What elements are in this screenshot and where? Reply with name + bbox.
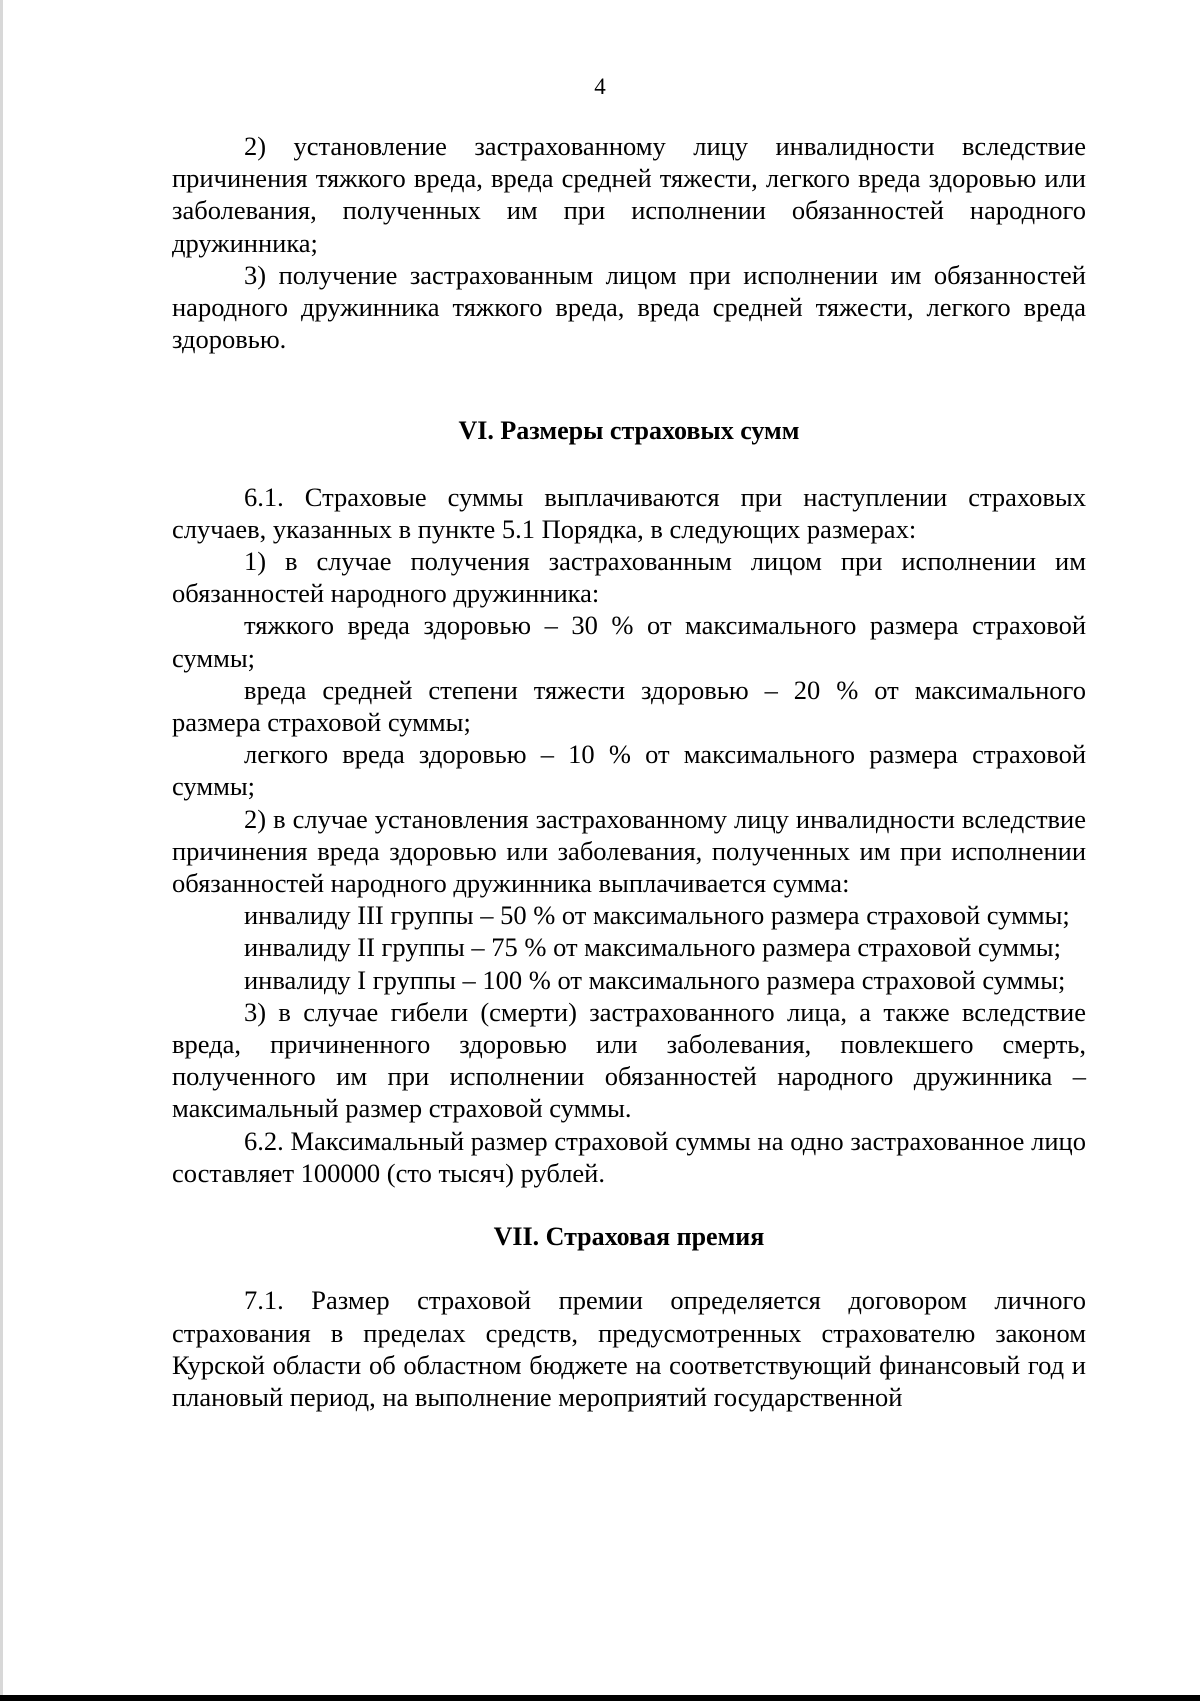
paragraph-item-2: 2) установление застрахованному лицу инвалидности вследствие причинения тяжкого вреда, вреда средней тяжести, легкого вреда здоровью или заболевания, полученных им при исполнении обязанностей народного дружинника; bbox=[172, 131, 1086, 258]
page-number: 4 bbox=[594, 74, 606, 99]
paragraph-disability-group-3: инвалиду III группы – 50 % от максимального размера страховой суммы; bbox=[244, 900, 1070, 931]
paragraph-6-1-item-2: 2) в случае установления застрахованному лицу инвалидности вследствие причинения вреда здоровью или заболевания, полученных им при исполнении обязанностей народного дружинника выплачивается сумма: bbox=[172, 803, 1086, 899]
paragraph-7-1: 7.1. Размер страховой премии определяется договором личного страхования в пределах средств, предусмотренных страхователю законом Курской области об областном бюджете на соответствующий финансовый год и плановый период, на выполнение мероприятий государственной bbox=[172, 1285, 1086, 1412]
section-6-title: VI. Размеры страховых сумм bbox=[458, 416, 800, 446]
paragraph-severe-harm: тяжкого вреда здоровью – 30 % от максимального размера страховой суммы; bbox=[172, 610, 1086, 673]
paragraph-medium-harm: вреда средней степени тяжести здоровью – 20 % от максимального размера страховой суммы; bbox=[172, 674, 1086, 738]
paragraph-6-1-item-3: 3) в случае гибели (смерти) застрахованного лица, а также вследствие вреда, причиненного здоровью или заболевания, повлекшего смерть, полученного им при исполнении обязанностей народного дружинника – максимальный размер страховой суммы. bbox=[172, 996, 1086, 1124]
paragraph-light-harm: легкого вреда здоровью – 10 % от максимального размера страховой суммы; bbox=[172, 739, 1086, 802]
paragraph-item-3: 3) получение застрахованным лицом при исполнении им обязанностей народного дружинника тяжкого вреда, вреда средней тяжести, легкого вреда здоровью. bbox=[172, 259, 1086, 355]
section-7-title: VII. Страховая премия bbox=[493, 1222, 765, 1252]
paragraph-6-2: 6.2. Максимальный размер страховой суммы на одно застрахованное лицо составляет 100000 (сто тысяч) рублей. bbox=[172, 1125, 1086, 1188]
scan-edge-bottom bbox=[0, 1695, 1200, 1701]
paragraph-disability-group-1: инвалиду I группы – 100 % от максимального размера страховой суммы; bbox=[244, 964, 1066, 995]
paragraph-disability-group-2: инвалиду II группы – 75 % от максимального размера страховой суммы; bbox=[244, 932, 1061, 963]
scan-edge-left bbox=[0, 0, 3, 1701]
paragraph-6-1-item-1: 1) в случае получения застрахованным лицом при исполнении им обязанностей народного дружинника: bbox=[172, 546, 1086, 609]
document-body bbox=[172, 130, 1086, 1413]
paragraph-6-1: 6.1. Страховые суммы выплачиваются при наступлении страховых случаев, указанных в пункте 5.1 Порядка, в следующих размерах: bbox=[172, 481, 1086, 544]
